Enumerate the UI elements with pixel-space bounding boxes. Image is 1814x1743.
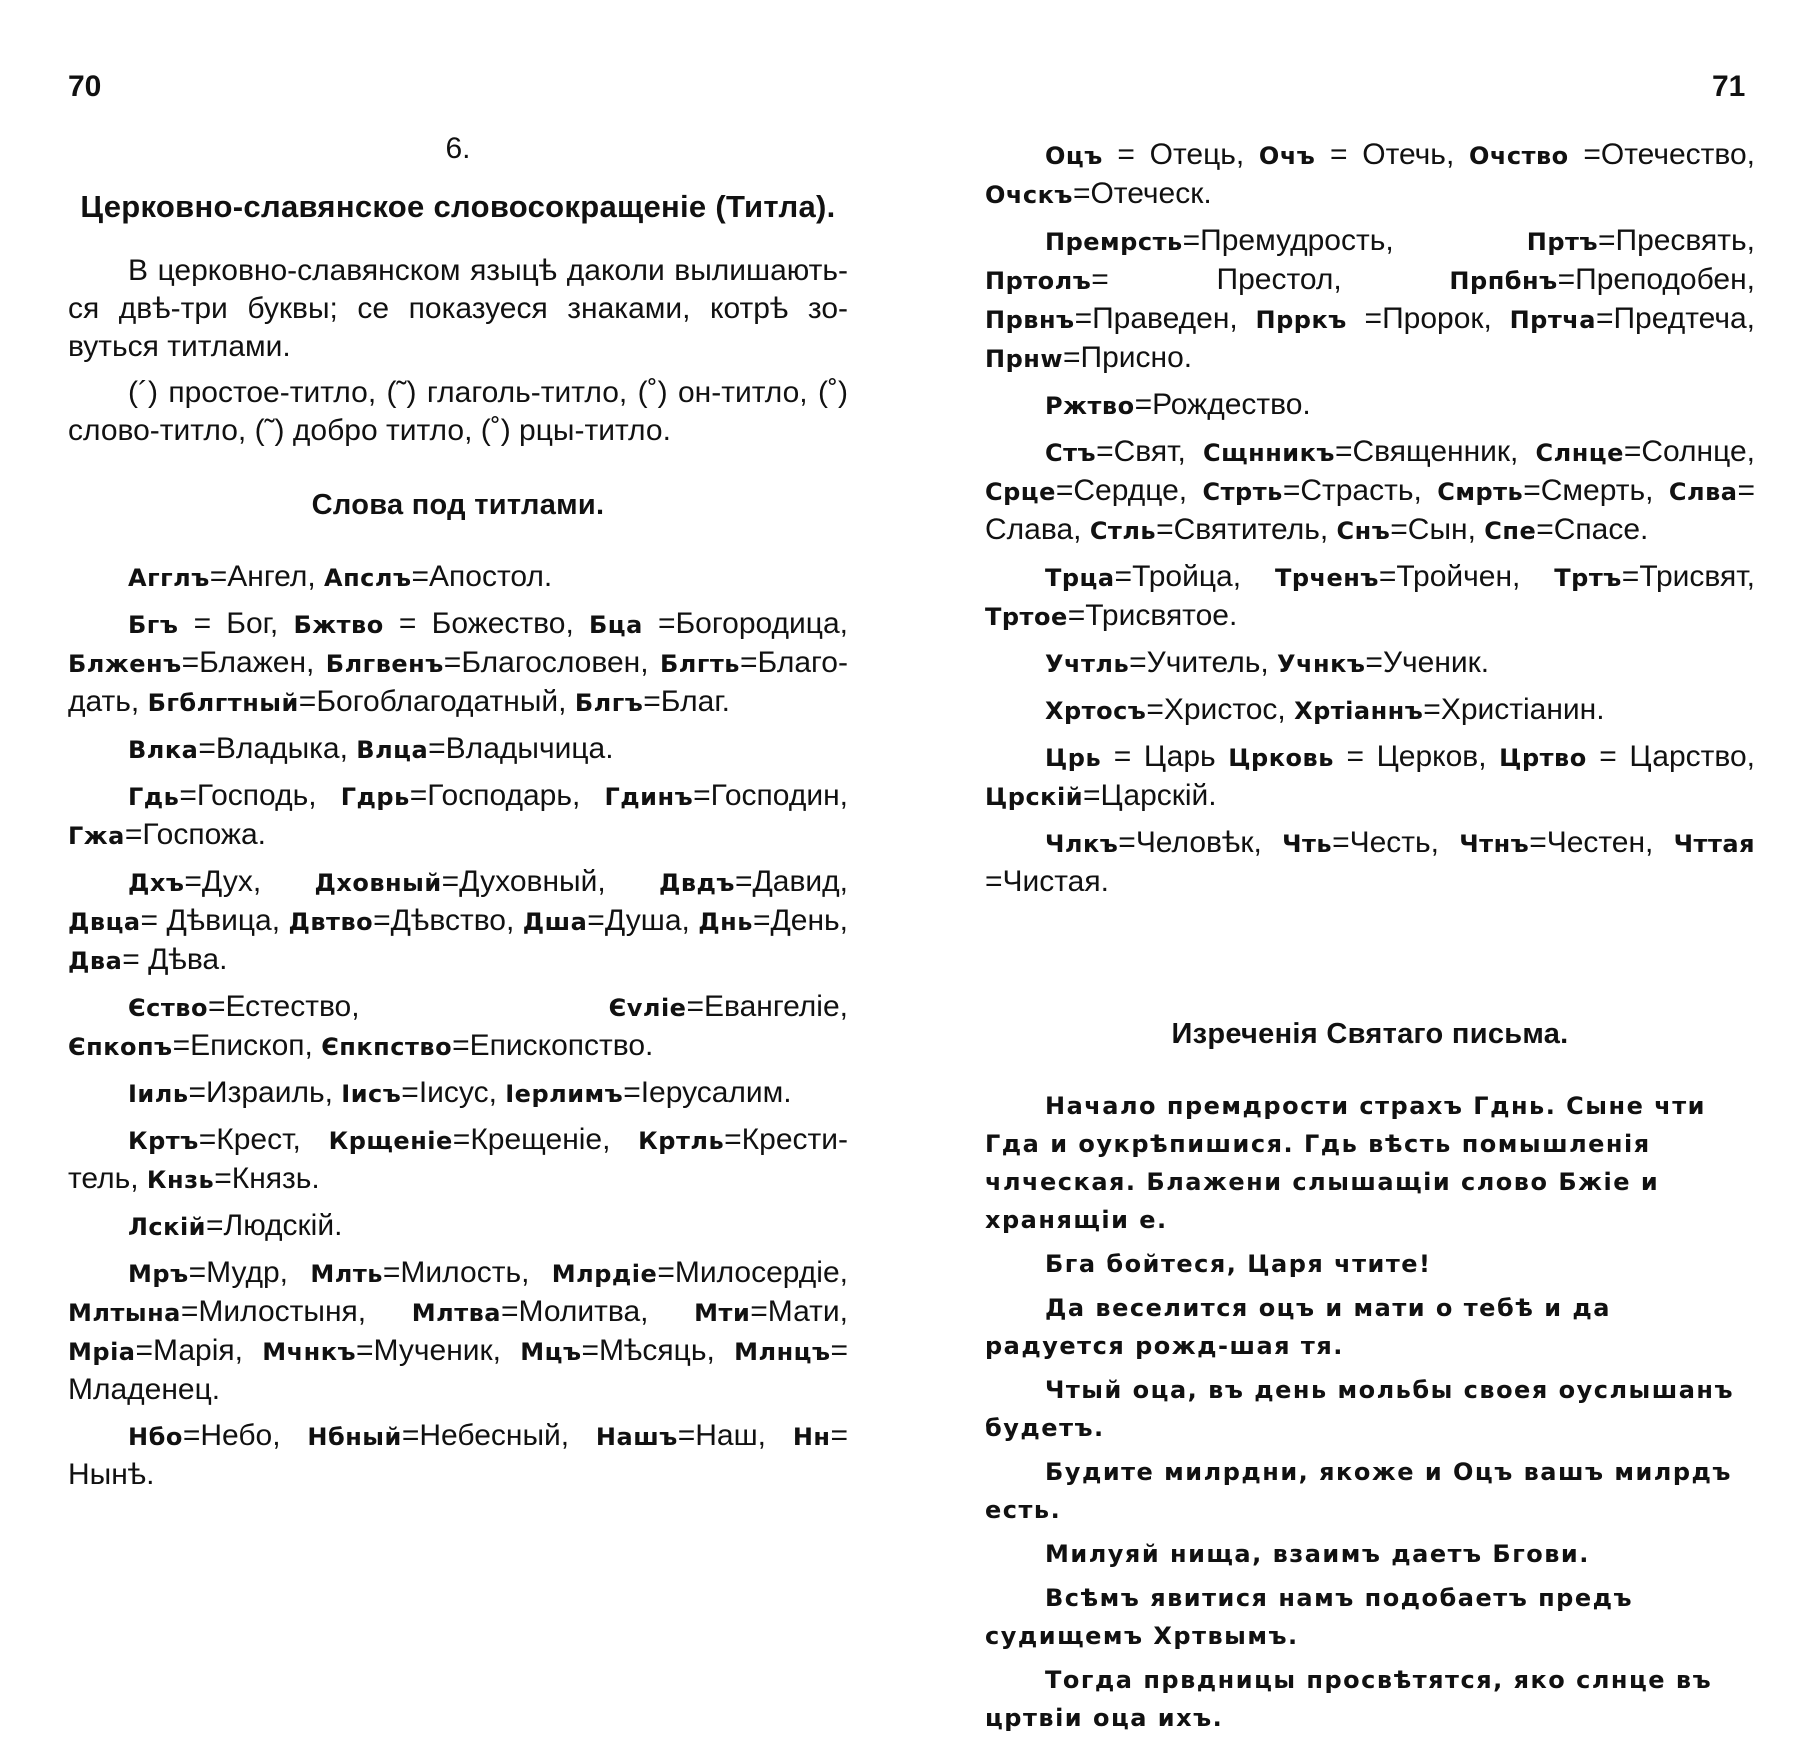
abbrev-form: Чть xyxy=(1282,830,1333,858)
abbrev-form: Нашъ xyxy=(595,1423,678,1451)
abbrev-form: Очскъ xyxy=(985,181,1073,209)
abbrev-form: Слнце xyxy=(1535,439,1624,467)
abbrev-paragraph xyxy=(985,738,1755,816)
abbrev-expansion: =Блажен, xyxy=(181,646,326,679)
abbrev-expansion: =Пресвять, xyxy=(1597,224,1755,257)
abbrev-expansion: =Спасе. xyxy=(1536,513,1649,546)
abbrev-form: Днь xyxy=(698,908,753,936)
abbrev-expansion: =Благословен, xyxy=(443,646,660,679)
abbrev-paragraph xyxy=(68,863,848,980)
abbrev-expansion: =Тройчен, xyxy=(1378,560,1555,593)
abbrev-expansion: =Мудр, xyxy=(188,1256,311,1289)
abbrev-expansion: =Милостыня, xyxy=(180,1295,412,1328)
abbrev-form: Првнъ xyxy=(985,306,1075,334)
abbrev-form: Єпкопъ xyxy=(68,1033,173,1061)
abbrev-expansion: =Священник, xyxy=(1334,435,1536,468)
abbrev-expansion: =Человѣк, xyxy=(1118,826,1283,859)
abbrev-expansion: =Святитель, xyxy=(1156,513,1337,546)
intro-paragraph: В церковно-славянском языцѣ даколи вылишають-ся двѣ-три буквы; се показуеся знаками, котрѣ зо-вуться титлами. xyxy=(68,254,848,363)
abbrev-expansion: =Князь. xyxy=(214,1162,320,1195)
abbrev-form: Чттая xyxy=(1673,830,1755,858)
abbrev-form: Блгвенъ xyxy=(325,650,444,678)
abbrev-paragraph xyxy=(985,691,1755,730)
abbrev-form: Дхъ xyxy=(128,869,185,897)
abbrev-form: Смрть xyxy=(1437,478,1524,506)
abbrev-paragraph xyxy=(985,222,1755,378)
abbrev-paragraph xyxy=(985,824,1755,901)
abbrev-expansion: =Наш, xyxy=(677,1419,793,1452)
abbrev-form: Млть xyxy=(310,1260,383,1288)
abbrev-expansion: =Крест, xyxy=(198,1123,329,1156)
abbrev-expansion: =Израиль, xyxy=(188,1076,342,1109)
abbrev-expansion: =Давид, xyxy=(734,865,848,898)
abbrev-form: Млрдіе xyxy=(551,1260,658,1288)
abbrev-expansion: =Преподобен, xyxy=(1557,263,1755,296)
abbrev-expansion: =Милосердіе, xyxy=(657,1256,848,1289)
section-title: Церковно-славянское словосокращеніе (Титла). xyxy=(80,189,836,224)
abbrev-paragraph xyxy=(68,1074,848,1113)
abbrev-form: Іисъ xyxy=(341,1080,402,1108)
abbrev-form: Єпкпство xyxy=(321,1033,453,1061)
abbrev-paragraph xyxy=(68,1121,848,1199)
abbrev-form: Бгблгтный xyxy=(147,689,299,717)
abbrev-expansion: =Сердце, xyxy=(1055,474,1203,507)
abbrev-expansion: =Дух, xyxy=(184,865,315,898)
right-page-number: 71 xyxy=(1712,70,1746,103)
words-subtitle: Слова под титлами. xyxy=(311,489,605,521)
section-number: 6. xyxy=(445,132,471,165)
abbrev-expansion: =Учитель, xyxy=(1129,646,1278,679)
abbrev-expansion: =Господарь, xyxy=(409,779,605,812)
abbrev-expansion: = Дѣва. xyxy=(122,943,228,976)
abbrev-expansion: = Слава, xyxy=(985,474,1755,546)
abbrev-form: Снъ xyxy=(1336,517,1391,545)
abbrev-form: Дховный xyxy=(314,869,442,897)
abbrev-expansion: =Чистая. xyxy=(985,865,1109,898)
abbrev-expansion: =Ангел, xyxy=(209,560,325,593)
abbrev-paragraph xyxy=(68,558,848,597)
abbrev-expansion: = Царство, xyxy=(1586,740,1755,773)
abbrev-expansion: =Марія, xyxy=(135,1334,263,1367)
scripture-quote: Будите милрдни, якоже и Оцъ вашъ милрдъ есть. xyxy=(985,1458,1732,1524)
abbrev-expansion: =Евангеліе, xyxy=(686,990,848,1023)
left-page-number: 70 xyxy=(68,70,102,103)
abbrev-form: Кнзь xyxy=(146,1166,215,1194)
abbrev-form: Пртча xyxy=(1509,306,1596,334)
abbrev-expansion: =Молитва, xyxy=(501,1295,695,1328)
abbrev-expansion: =Страсть, xyxy=(1282,474,1438,507)
abbrev-expansion: =Солнце, xyxy=(1623,435,1755,468)
abbrev-expansion: =Людскій. xyxy=(206,1209,343,1242)
abbrev-form: Премрсть xyxy=(1045,228,1183,256)
abbrev-expansion: =Сын, xyxy=(1390,513,1485,546)
abbrev-expansion: =Смерть, xyxy=(1523,474,1669,507)
abbrev-form: Іерлимъ xyxy=(505,1080,624,1108)
right-page xyxy=(985,136,1755,1743)
abbrev-paragraph xyxy=(985,386,1755,425)
abbrev-form: Гдинъ xyxy=(604,783,694,811)
abbrev-expansion: =Крещеніе, xyxy=(452,1123,639,1156)
abbrev-form: Цртво xyxy=(1499,744,1587,772)
abbrev-expansion: =Іисус, xyxy=(401,1076,506,1109)
abbrev-expansion: =Богоблагодатный, xyxy=(298,685,575,718)
abbrev-paragraph xyxy=(985,558,1755,636)
abbrev-expansion: =Мученик, xyxy=(356,1334,521,1367)
abbrev-expansion: =Благ. xyxy=(643,685,730,718)
abbrev-form: Слва xyxy=(1668,478,1738,506)
abbrev-form: Учтль xyxy=(1045,650,1130,678)
abbrev-form: Іиль xyxy=(128,1080,189,1108)
abbrev-form: Бгъ xyxy=(128,611,179,639)
abbrev-form: Стрть xyxy=(1202,478,1283,506)
abbrev-form: Влка xyxy=(128,736,199,764)
scripture-quote: Да веселится оцъ и мати о тебѣ и да радуется рожд-шая тя. xyxy=(985,1294,1611,1360)
abbrev-expansion: =Тройца, xyxy=(1114,560,1275,593)
abbrev-form: Гдрь xyxy=(340,783,410,811)
scripture-quote: Всѣмъ явитися намъ подобаетъ предъ судищемъ Хртвымъ. xyxy=(985,1584,1634,1650)
abbrev-expansion: =Владычица. xyxy=(428,732,614,765)
abbrev-form: Мцъ xyxy=(520,1338,582,1366)
abbrev-form: Єvліе xyxy=(608,994,687,1022)
scripture-quote: Начало премдрости страхъ Гднь. Сыне чти Гда и оукрѣпишися. Гдь вѣсть помышленія члческая. Блажени слышащіи слово Бжіе и хранящіи е. xyxy=(985,1092,1706,1234)
abbrev-paragraph xyxy=(68,777,848,855)
abbrev-paragraph xyxy=(985,433,1755,550)
abbrev-expansion: =Пророк, xyxy=(1346,302,1510,335)
abbrev-form: Сщнникъ xyxy=(1202,439,1335,467)
abbrev-form: Нбо xyxy=(128,1423,183,1451)
abbrev-form: Пртолъ xyxy=(985,267,1092,295)
abbrev-expansion: = Божество, xyxy=(383,607,589,640)
scripture-quote: Милуяй нища, взаимъ даетъ Бгови. xyxy=(1045,1540,1590,1568)
abbrev-form: Црскій xyxy=(985,783,1084,811)
abbrev-expansion: =Господин, xyxy=(693,779,848,812)
abbrev-form: Гдь xyxy=(128,783,180,811)
abbrev-form: Прпбнъ xyxy=(1449,267,1558,295)
abbrev-expansion: =Апостол. xyxy=(411,560,553,593)
abbrev-expansion: = Отець, xyxy=(1102,138,1259,171)
abbrev-form: Кртъ xyxy=(128,1127,199,1155)
abbrev-paragraph xyxy=(68,1207,848,1246)
abbrev-expansion: =Ученик. xyxy=(1365,646,1490,679)
abbrev-expansion: =Мати, xyxy=(750,1295,848,1328)
abbrev-form: Црь xyxy=(1045,744,1102,772)
abbrev-expansion: =Госпожа. xyxy=(124,818,266,851)
abbrev-expansion: =Милость, xyxy=(382,1256,552,1289)
abbrev-expansion: =Небо, xyxy=(182,1419,308,1452)
abbrev-expansion: =Епископ, xyxy=(172,1029,322,1062)
abbrev-expansion: = Церков, xyxy=(1333,740,1500,773)
abbrev-paragraph xyxy=(68,730,848,769)
abbrev-form: Лскій xyxy=(128,1213,206,1241)
abbrev-form: Стль xyxy=(1089,517,1157,545)
scripture-quote: Чтый оца, въ день мольбы своея оуслышанъ будетъ. xyxy=(985,1376,1735,1442)
abbrev-form: Члкъ xyxy=(1045,830,1119,858)
abbrev-form: Млтва xyxy=(411,1299,502,1327)
left-page xyxy=(68,130,848,1502)
abbrev-form: Чтнъ xyxy=(1459,830,1530,858)
abbrev-expansion: =Крести-тель, xyxy=(68,1123,848,1195)
abbrev-form: Блгъ xyxy=(574,689,644,717)
abbrev-form: Нн xyxy=(792,1423,831,1451)
abbrev-form: Мръ xyxy=(128,1260,189,1288)
left-entries xyxy=(68,558,848,1494)
abbrev-expansion: =Праведен, xyxy=(1074,302,1256,335)
abbrev-form: Прнw xyxy=(985,345,1064,373)
abbrev-expansion: =Царскій. xyxy=(1083,779,1217,812)
abbrev-expansion: =Владыка, xyxy=(198,732,357,765)
abbrev-expansion: =Христос, xyxy=(1146,693,1295,726)
abbrev-expansion: =Естество, xyxy=(207,990,609,1023)
titla-list: (´) простое-титло, (˜) глаголь-титло, (˚) он-титло, (˚) слово-титло, (˜) добро титло, (˚) рцы-титло. xyxy=(68,376,848,447)
abbrev-expansion: =Трисвятое. xyxy=(1067,599,1238,632)
abbrev-paragraph xyxy=(985,644,1755,683)
abbrev-form: Кртль xyxy=(638,1127,725,1155)
abbrev-paragraph xyxy=(68,605,848,722)
abbrev-form: Пртъ xyxy=(1526,228,1598,256)
abbrev-form: Очство xyxy=(1468,142,1569,170)
abbrev-paragraph xyxy=(985,136,1755,214)
abbrev-form: Млнцъ xyxy=(734,1338,831,1366)
abbrev-expansion: =Присно. xyxy=(1063,341,1193,374)
abbrev-form: Прркъ xyxy=(1255,306,1347,334)
quotes-subtitle: Изреченія Святаго письма. xyxy=(1171,1018,1569,1050)
abbrev-expansion: =Отеческ. xyxy=(1072,177,1212,210)
abbrev-paragraph xyxy=(68,1417,848,1494)
abbrev-expansion: =Трисвят, xyxy=(1621,560,1755,593)
abbrev-form: Трца xyxy=(1045,564,1115,592)
abbrev-expansion: =Премудрость, xyxy=(1182,224,1527,257)
abbrev-form: Очъ xyxy=(1258,142,1316,170)
abbrev-expansion: = Престол, xyxy=(1091,263,1450,296)
abbrev-expansion: =Господь, xyxy=(179,779,341,812)
scripture-quote: Тогда првдницы просвѣтятся, яко слнце въ цртвіи оца ихъ. xyxy=(985,1666,1713,1732)
abbrev-form: Влца xyxy=(356,736,429,764)
abbrev-expansion: =День, xyxy=(752,904,848,937)
abbrev-form: Хртосъ xyxy=(1045,697,1147,725)
abbrev-expansion: =Дѣвство, xyxy=(373,904,523,937)
abbrev-paragraph xyxy=(68,1254,848,1409)
abbrev-form: Тртъ xyxy=(1554,564,1622,592)
abbrev-form: Срце xyxy=(985,478,1056,506)
abbrev-form: Тртое xyxy=(985,603,1068,631)
abbrev-expansion: = Отечь, xyxy=(1315,138,1469,171)
abbrev-form: Два xyxy=(68,947,123,975)
abbrev-form: Мріа xyxy=(68,1338,136,1366)
abbrev-expansion: =Отечество, xyxy=(1568,138,1755,171)
abbrev-form: Крщеніе xyxy=(328,1127,453,1155)
abbrev-paragraph xyxy=(68,988,848,1066)
abbrev-form: Оцъ xyxy=(1045,142,1103,170)
abbrev-form: Спе xyxy=(1484,517,1537,545)
abbrev-expansion: = Бог, xyxy=(178,607,294,640)
abbrev-form: Дша xyxy=(522,908,588,936)
abbrev-form: Хртіаннъ xyxy=(1294,697,1424,725)
abbrev-expansion: =Рождество. xyxy=(1134,388,1311,421)
abbrev-form: Двтво xyxy=(288,908,374,936)
abbrev-form: Гжа xyxy=(68,822,125,850)
abbrev-expansion: =Богородица, xyxy=(642,607,848,640)
abbrev-form: Агглъ xyxy=(128,564,210,592)
abbrev-form: Црковь xyxy=(1228,744,1334,772)
abbrev-form: Блженъ xyxy=(68,650,182,678)
abbrev-expansion: =Предтеча, xyxy=(1595,302,1755,335)
abbrev-form: Стъ xyxy=(1045,439,1097,467)
abbrev-form: Двдъ xyxy=(658,869,735,897)
abbrev-expansion: = Нынѣ. xyxy=(68,1419,849,1491)
quotes-list xyxy=(985,1087,1755,1737)
abbrev-form: Нбный xyxy=(307,1423,402,1451)
abbrev-form: Апслъ xyxy=(324,564,412,592)
abbrev-expansion: = Царь xyxy=(1101,740,1229,773)
right-entries xyxy=(985,136,1755,901)
abbrev-expansion: =Епископство. xyxy=(452,1029,654,1062)
abbrev-form: Мти xyxy=(694,1299,751,1327)
abbrev-expansion: =Духовный, xyxy=(441,865,659,898)
abbrev-expansion: =Небесный, xyxy=(401,1419,596,1452)
abbrev-expansion: = Дѣвица, xyxy=(140,904,289,937)
scripture-quote: Бга бойтеся, Царя чтите! xyxy=(1045,1250,1432,1278)
abbrev-form: Єство xyxy=(128,994,208,1022)
abbrev-expansion: =Честен, xyxy=(1529,826,1674,859)
abbrev-form: Блгть xyxy=(659,650,740,678)
abbrev-expansion: = Младенец. xyxy=(68,1334,849,1406)
abbrev-form: Млтына xyxy=(68,1299,181,1327)
abbrev-form: Трченъ xyxy=(1274,564,1379,592)
abbrev-form: Двца xyxy=(68,908,141,936)
abbrev-form: Учнкъ xyxy=(1277,650,1366,678)
abbrev-expansion: =Мѣсяць, xyxy=(581,1334,735,1367)
abbrev-form: Бца xyxy=(588,611,643,639)
abbrev-expansion: =Душа, xyxy=(587,904,699,937)
abbrev-form: Ржтво xyxy=(1045,392,1135,420)
abbrev-expansion: =Честь, xyxy=(1332,826,1460,859)
abbrev-expansion: =Христіанин. xyxy=(1423,693,1605,726)
abbrev-form: Мчнкъ xyxy=(262,1338,357,1366)
abbrev-expansion: =Благо-дать, xyxy=(68,646,848,718)
abbrev-form: Бжтво xyxy=(293,611,384,639)
abbrev-expansion: =Іерусалим. xyxy=(623,1076,792,1109)
abbrev-expansion: =Свят, xyxy=(1096,435,1203,468)
